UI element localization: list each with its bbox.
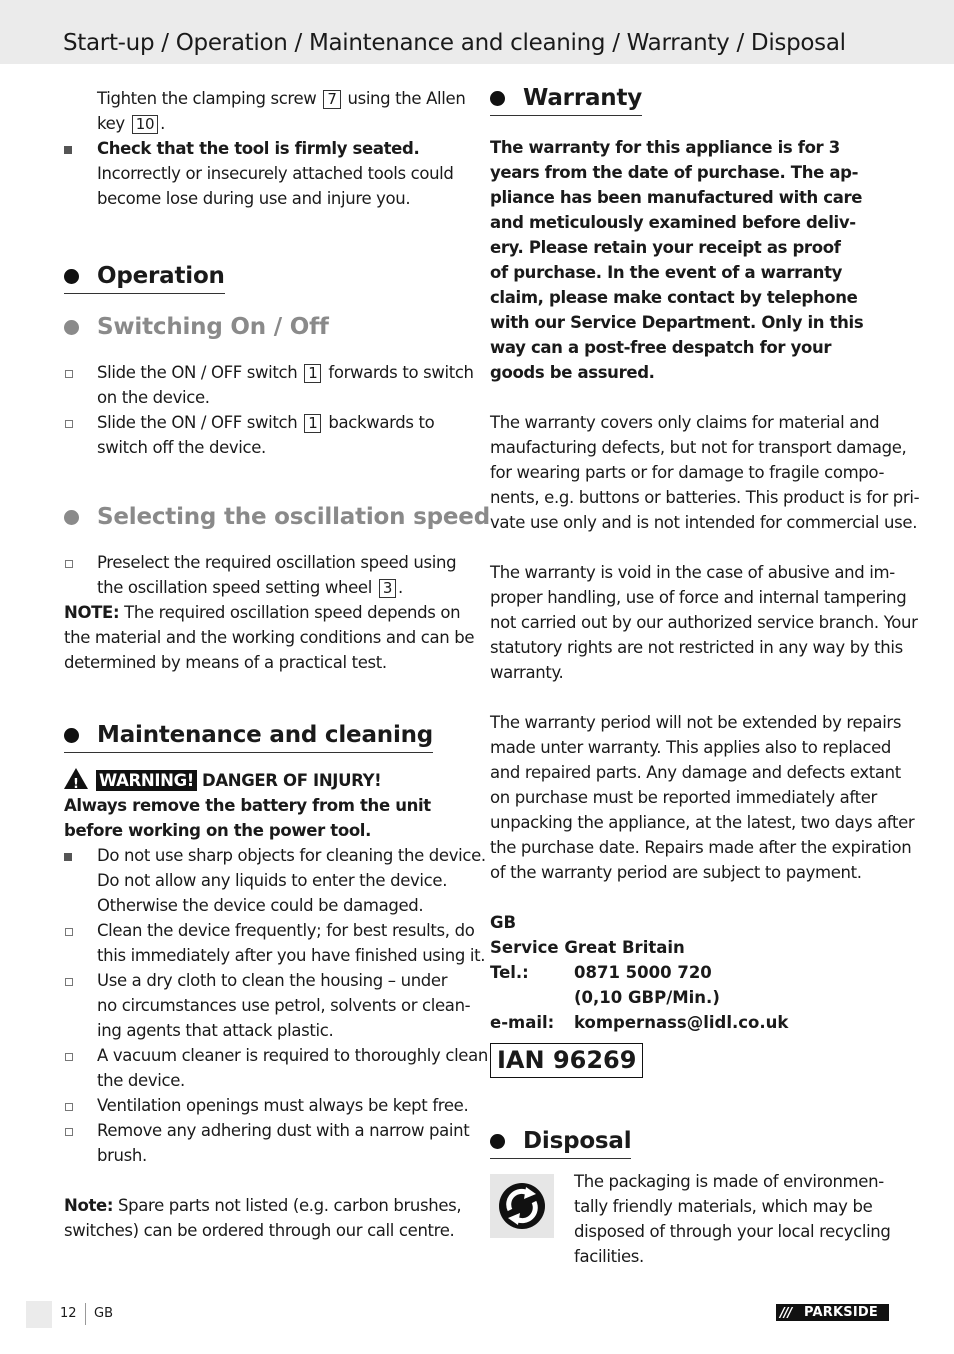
- ian-number: IAN 96269: [490, 1043, 643, 1078]
- paragraph-line: unpacking the appliance, at the latest, two days after: [490, 813, 915, 832]
- switch-on-text-a: Slide the ON / OFF switch: [97, 363, 298, 382]
- list-item-line: Remove any adhering dust with a narrow paint: [97, 1121, 470, 1140]
- page-language: GB: [94, 1306, 113, 1321]
- list-item-line: ing agents that attack plastic.: [97, 1021, 334, 1040]
- box-bullet-icon: [65, 560, 73, 568]
- box-bullet-icon: [65, 370, 73, 378]
- paragraph-line: statutory rights are not restricted in any way by this: [490, 638, 903, 657]
- warranty-paragraph-2: [490, 560, 918, 685]
- paragraph-line: The warranty period will not be extended by repairs: [490, 713, 902, 732]
- warning-triangle-icon: [64, 768, 88, 792]
- list-item-line: this immediately after you have finished using it.: [97, 946, 486, 965]
- list-item-line: the device.: [97, 1071, 185, 1090]
- check-line-2: become lose during use and injure you.: [97, 189, 411, 208]
- list-item-line: Use a dry cloth to clean the housing – under: [97, 971, 448, 990]
- tighten-text-c: key: [97, 114, 125, 133]
- switch-on-text-b: forwards to switch: [328, 363, 474, 382]
- warning-line-1: Always remove the battery from the unit: [64, 796, 431, 815]
- switch-on-item: [64, 360, 474, 410]
- tighten-instruction: [64, 86, 466, 136]
- paragraph-line: and repaired parts. Any damage and defects extant: [490, 763, 901, 782]
- paragraph-line: way can a post-free despatch for your: [490, 338, 832, 357]
- warning-icon-mark: !: [73, 777, 79, 792]
- paragraph-line: and meticulously examined before deliv-: [490, 213, 856, 232]
- paragraph-line: nents, e.g. buttons or batteries. This product is for pri-: [490, 488, 920, 507]
- contact-tel-label: Tel.:: [490, 963, 529, 982]
- bullet-dot-icon: [64, 510, 79, 525]
- list-item: [64, 1093, 469, 1118]
- maintenance-heading-block: [64, 718, 433, 753]
- warranty-heading-block: [490, 81, 642, 116]
- bullet-dot-icon: [64, 728, 79, 743]
- page-number: 12: [60, 1306, 77, 1321]
- paragraph-line: of purchase. In the event of a warranty: [490, 263, 843, 282]
- disposal-heading: Disposal: [523, 1128, 632, 1154]
- switch-off-text-b: backwards to: [328, 413, 435, 432]
- note-line-2: the material and the working conditions and can be: [64, 628, 475, 647]
- list-item: [64, 1118, 470, 1168]
- ref-clamping-screw: 7: [323, 90, 340, 109]
- contact-rate: (0,10 GBP/Min.): [574, 988, 720, 1007]
- warranty-bold-paragraph: [490, 135, 890, 385]
- warning-block: [64, 768, 466, 843]
- note-label: NOTE:: [64, 603, 120, 622]
- disposal-heading-block: [490, 1124, 631, 1159]
- note-block: [64, 600, 475, 675]
- paragraph-line: maufacturing defects, but not for transport damage,: [490, 438, 907, 457]
- note-line-1: The required oscillation speed depends on: [124, 603, 461, 622]
- paragraph-line: for wearing parts or for damage to fragile compo-: [490, 463, 885, 482]
- tighten-text-a: Tighten the clamping screw: [97, 89, 317, 108]
- check-line-1: Incorrectly or insecurely attached tools could: [97, 164, 454, 183]
- left-column: [64, 86, 490, 1243]
- preselect-text-c: .: [398, 578, 403, 597]
- bullet-dot-icon: [490, 1134, 505, 1149]
- service-contact: [490, 910, 788, 1035]
- spare-label: Note:: [64, 1196, 114, 1215]
- maintenance-heading: Maintenance and cleaning: [97, 722, 434, 748]
- list-item-line: no circumstances use petrol, solvents or clean-: [97, 996, 471, 1015]
- box-bullet-icon: [65, 1053, 73, 1061]
- contact-email[interactable]: kompernass@lidl.co.uk: [574, 1013, 789, 1032]
- list-item: [64, 918, 486, 968]
- spare-parts-note: [64, 1193, 466, 1243]
- contact-service: Service Great Britain: [490, 938, 685, 957]
- paragraph-line: warranty.: [490, 663, 564, 682]
- paragraph-line: proper handling, use of force and internal tampering: [490, 588, 907, 607]
- square-bullet-icon: [64, 146, 72, 154]
- ref-switch: 1: [304, 414, 321, 433]
- disposal-block: [490, 1169, 890, 1269]
- paragraph-line: The warranty for this appliance is for 3: [490, 138, 840, 157]
- warranty-paragraph-3: [490, 710, 915, 885]
- disposal-text: [574, 1169, 890, 1269]
- list-item-line: Do not allow any liquids to enter the device.: [97, 871, 448, 890]
- switching-heading: Switching On / Off: [97, 314, 329, 340]
- box-bullet-icon: [65, 978, 73, 986]
- bullet-dot-icon: [490, 91, 505, 106]
- parkside-logo: [776, 1304, 889, 1321]
- check-tool-item: [64, 136, 466, 211]
- bullet-dot-icon: [64, 269, 79, 284]
- list-item-line: Clean the device frequently; for best results, do: [97, 921, 475, 940]
- paragraph-line: of the warranty period are subject to payment.: [490, 863, 862, 882]
- paragraph-line: tally friendly materials, which may be: [574, 1197, 873, 1216]
- paragraph-line: The warranty covers only claims for material and: [490, 413, 880, 432]
- warning-line-2: before working on the power tool.: [64, 821, 372, 840]
- footer-divider: [85, 1303, 86, 1325]
- preselect-text-b: the oscillation speed setting wheel: [97, 578, 372, 597]
- paragraph-line: with our Service Department. Only in this: [490, 313, 864, 332]
- list-item-line: Do not use sharp objects for cleaning the device.: [97, 846, 486, 865]
- preselect-text-a: Preselect the required oscillation speed using: [97, 553, 457, 572]
- list-item: [64, 968, 471, 1043]
- oscillation-heading: Selecting the oscillation speed: [97, 504, 490, 530]
- contact-country: GB: [490, 913, 517, 932]
- list-item: [64, 843, 486, 918]
- paragraph-line: on purchase must be reported immediately after: [490, 788, 877, 807]
- list-item: [64, 1043, 488, 1093]
- square-bullet-icon: [64, 853, 72, 861]
- paragraph-line: claim, please make contact by telephone: [490, 288, 858, 307]
- danger-text: DANGER OF INJURY!: [201, 771, 382, 790]
- paragraph-line: The warranty is void in the case of abusive and im-: [490, 563, 895, 582]
- contact-tel[interactable]: 0871 5000 720: [574, 963, 712, 982]
- operation-heading-block: [64, 259, 225, 294]
- maintenance-list: [64, 843, 488, 1168]
- spare-line-1: Spare parts not listed (e.g. carbon brushes,: [117, 1196, 462, 1215]
- ref-speed-wheel: 3: [379, 579, 396, 598]
- operation-heading: Operation: [97, 263, 225, 289]
- box-bullet-icon: [65, 1103, 73, 1111]
- list-item-line: A vacuum cleaner is required to thoroughly clean: [97, 1046, 488, 1065]
- warranty-paragraph-1: [490, 410, 920, 535]
- list-item-line: Otherwise the device could be damaged.: [97, 896, 424, 915]
- warranty-heading: Warranty: [523, 85, 643, 111]
- switch-off-item: [64, 410, 466, 460]
- bullet-dot-icon: [64, 320, 79, 335]
- paragraph-line: The packaging is made of environmen-: [574, 1172, 884, 1191]
- list-item-line: Ventilation openings must always be kept free.: [97, 1096, 469, 1115]
- logo-text: PARKSIDE: [804, 1305, 878, 1320]
- paragraph-line: goods be assured.: [490, 363, 655, 382]
- box-bullet-icon: [65, 928, 73, 936]
- box-bullet-icon: [65, 420, 73, 428]
- logo-stripes: ///: [780, 1306, 792, 1321]
- box-bullet-icon: [65, 1128, 73, 1136]
- paragraph-line: vate use only and is not intended for commercial use.: [490, 513, 918, 532]
- contact-email-label: e-mail:: [490, 1013, 555, 1032]
- right-column: [490, 85, 920, 1269]
- paragraph-line: pliance has been manufactured with care: [490, 188, 863, 207]
- page-title: Start-up / Operation / Maintenance and cleaning / Warranty / Disposal: [63, 30, 846, 56]
- switch-on-text-c: on the device.: [97, 388, 210, 407]
- paragraph-line: ery. Please retain your receipt as proof: [490, 238, 841, 257]
- paragraph-line: years from the date of purchase. The ap-: [490, 163, 859, 182]
- oscillation-heading-block: [64, 500, 490, 534]
- paragraph-line: the purchase date. Repairs made after the expiration: [490, 838, 912, 857]
- switching-heading-block: [64, 310, 466, 344]
- paragraph-line: facilities.: [574, 1247, 644, 1266]
- paragraph-line: made unter warranty. This applies also to replaced: [490, 738, 892, 757]
- tighten-text-b: using the Allen: [347, 89, 466, 108]
- paragraph-line: not carried out by our authorized service branch. Your: [490, 613, 918, 632]
- switch-off-text-c: switch off the device.: [97, 438, 266, 457]
- ref-allen-key: 10: [132, 115, 158, 134]
- tighten-text-d: .: [160, 114, 166, 133]
- switch-off-text-a: Slide the ON / OFF switch: [97, 413, 298, 432]
- list-item-line: brush.: [97, 1146, 147, 1165]
- ref-switch: 1: [304, 364, 321, 383]
- note-line-3: determined by means of a practical test.: [64, 653, 387, 672]
- page-header: [0, 0, 954, 64]
- footer-marker: [26, 1301, 52, 1328]
- green-dot-recycle-icon: [490, 1174, 554, 1238]
- preselect-item: [64, 550, 466, 600]
- spare-line-2: switches) can be ordered through our call centre.: [64, 1221, 455, 1240]
- check-title: Check that the tool is firmly seated.: [97, 139, 420, 158]
- warning-badge: WARNING!: [96, 770, 197, 791]
- paragraph-line: disposed of through your local recycling: [574, 1222, 891, 1241]
